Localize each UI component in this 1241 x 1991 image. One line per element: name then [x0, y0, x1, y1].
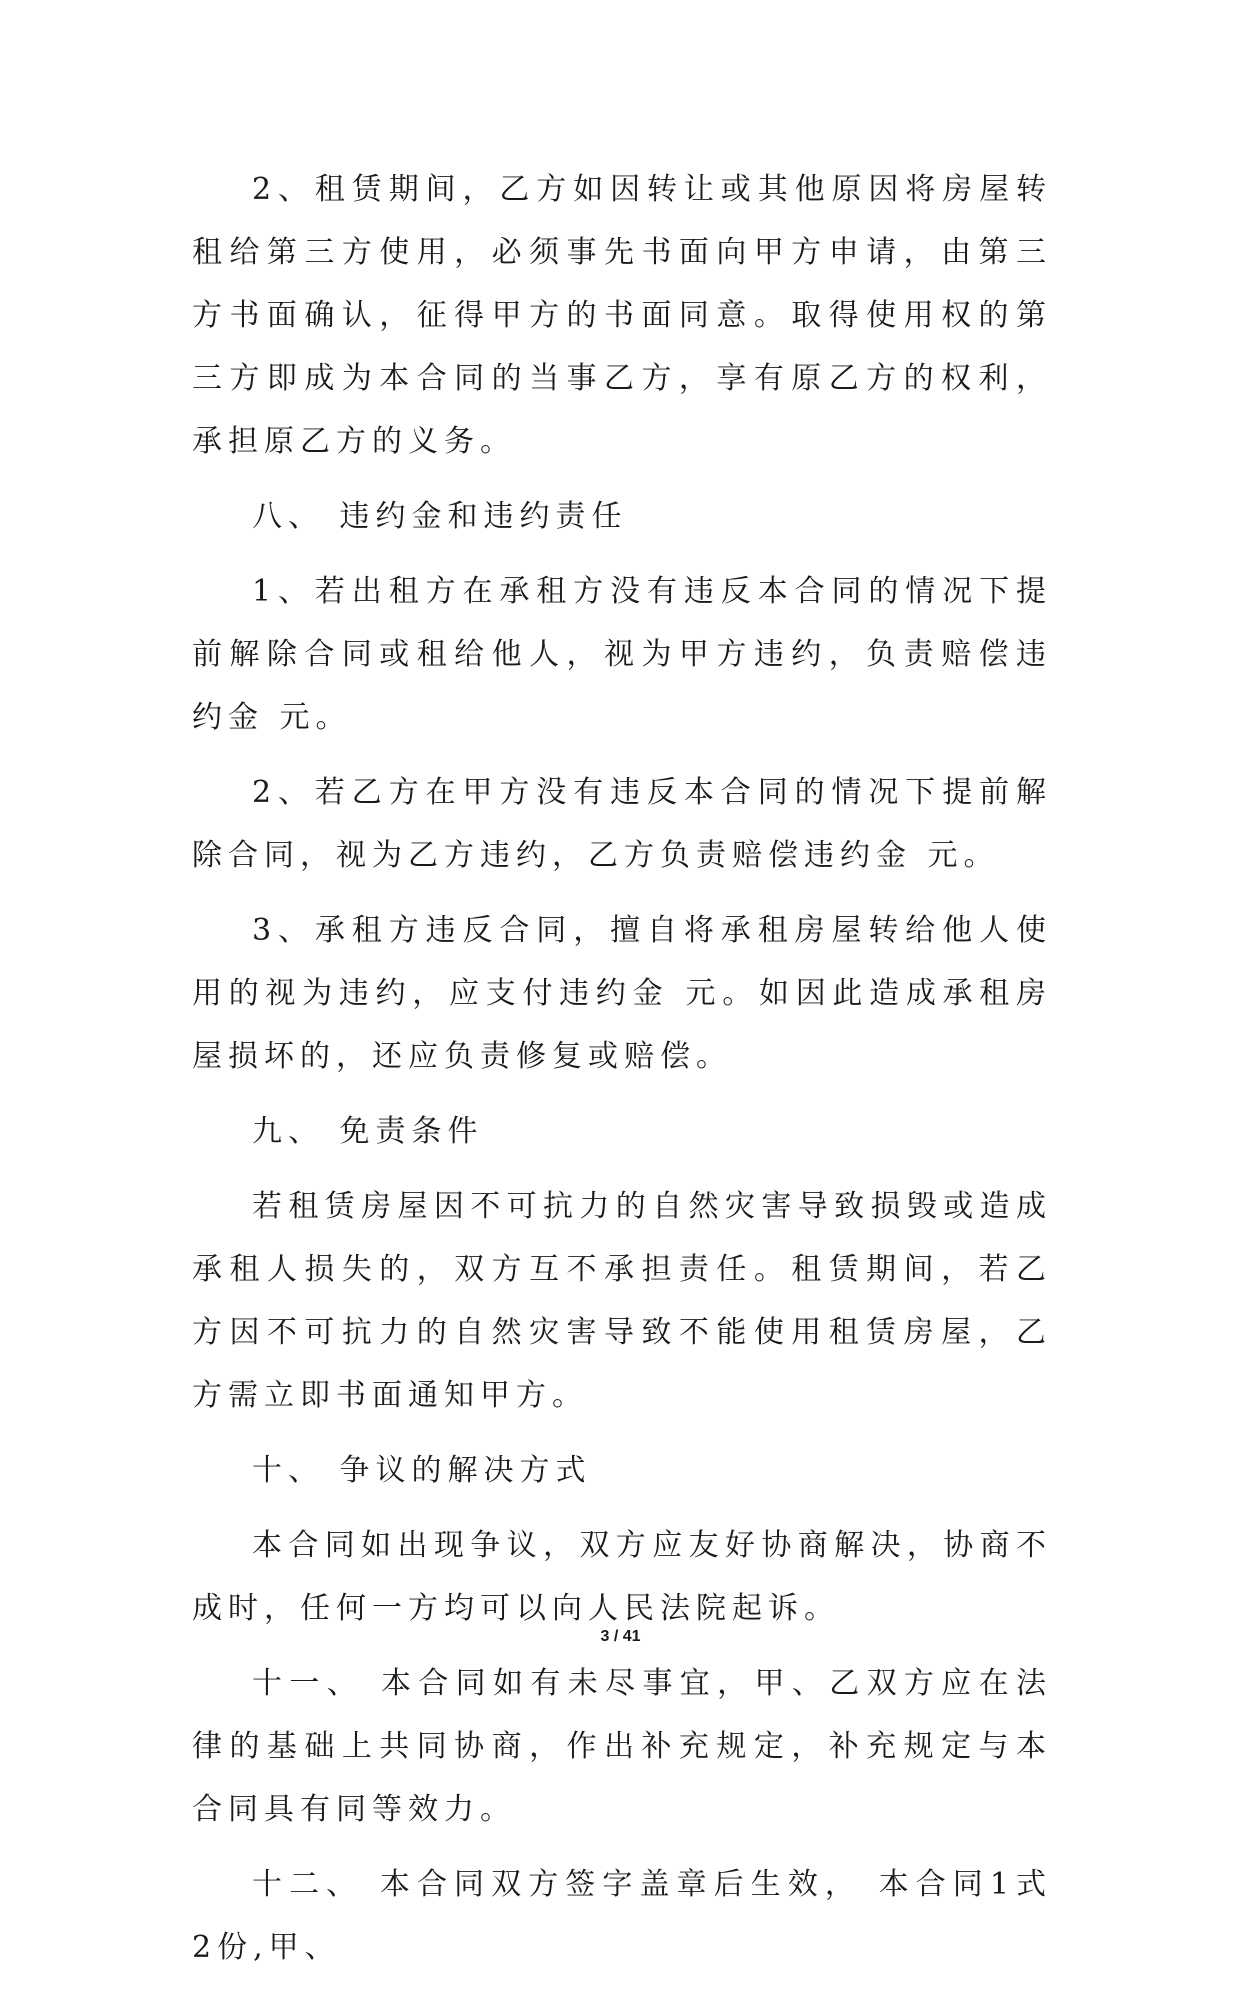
- paragraph-breach-1: 1、若出租方在承租方没有违反本合同的情况下提前解除合同或租给他人，视为甲方违约，负责赔偿违约金 元。: [192, 574, 1052, 735]
- paragraph-supplement: 十一、 本合同如有未尽事宜，甲、乙双方应在法律的基础上共同协商，作出补充规定，补充规定与本合同具有同等效力。: [192, 1666, 1052, 1827]
- section-heading-exemption: 九、 免责条件: [252, 1114, 484, 1149]
- paragraph-breach-3: 3、承租方违反合同，擅自将承租房屋转给他人使用的视为违约，应支付违约金 元。如因此造成承租房屋损坏的，还应负责修复或赔偿。: [192, 913, 1052, 1074]
- document-body: [192, 158, 1052, 1991]
- paragraph-sublet-clause: 2、租赁期间，乙方如因转让或其他原因将房屋转租给第三方使用，必须事先书面向甲方申请，由第三方书面确认，征得甲方的书面同意。取得使用权的第三方即成为本合同的当事乙方，享有原乙方的权利，承担原乙方的义务。: [192, 172, 1052, 459]
- section-heading-breach: 八、 违约金和违约责任: [252, 499, 628, 534]
- section-heading-dispute: 十、 争议的解决方式: [252, 1453, 592, 1488]
- paragraph-exemption: 若租赁房屋因不可抗力的自然灾害导致损毁或造成承租人损失的，双方互不承担责任。租赁期间，若乙方因不可抗力的自然灾害导致不能使用租赁房屋，乙方需立即书面通知甲方。: [192, 1189, 1052, 1413]
- page-number: 3 / 41: [600, 1628, 641, 1645]
- paragraph-effective: 十二、 本合同双方签字盖章后生效， 本合同1式2份,甲、: [192, 1867, 1052, 1965]
- paragraph-breach-2: 2、若乙方在甲方没有违反本合同的情况下提前解除合同，视为乙方违约，乙方负责赔偿违约金 元。: [192, 775, 1052, 873]
- paragraph-dispute: 本合同如出现争议，双方应友好协商解决，协商不成时，任何一方均可以向人民法院起诉。: [192, 1528, 1052, 1626]
